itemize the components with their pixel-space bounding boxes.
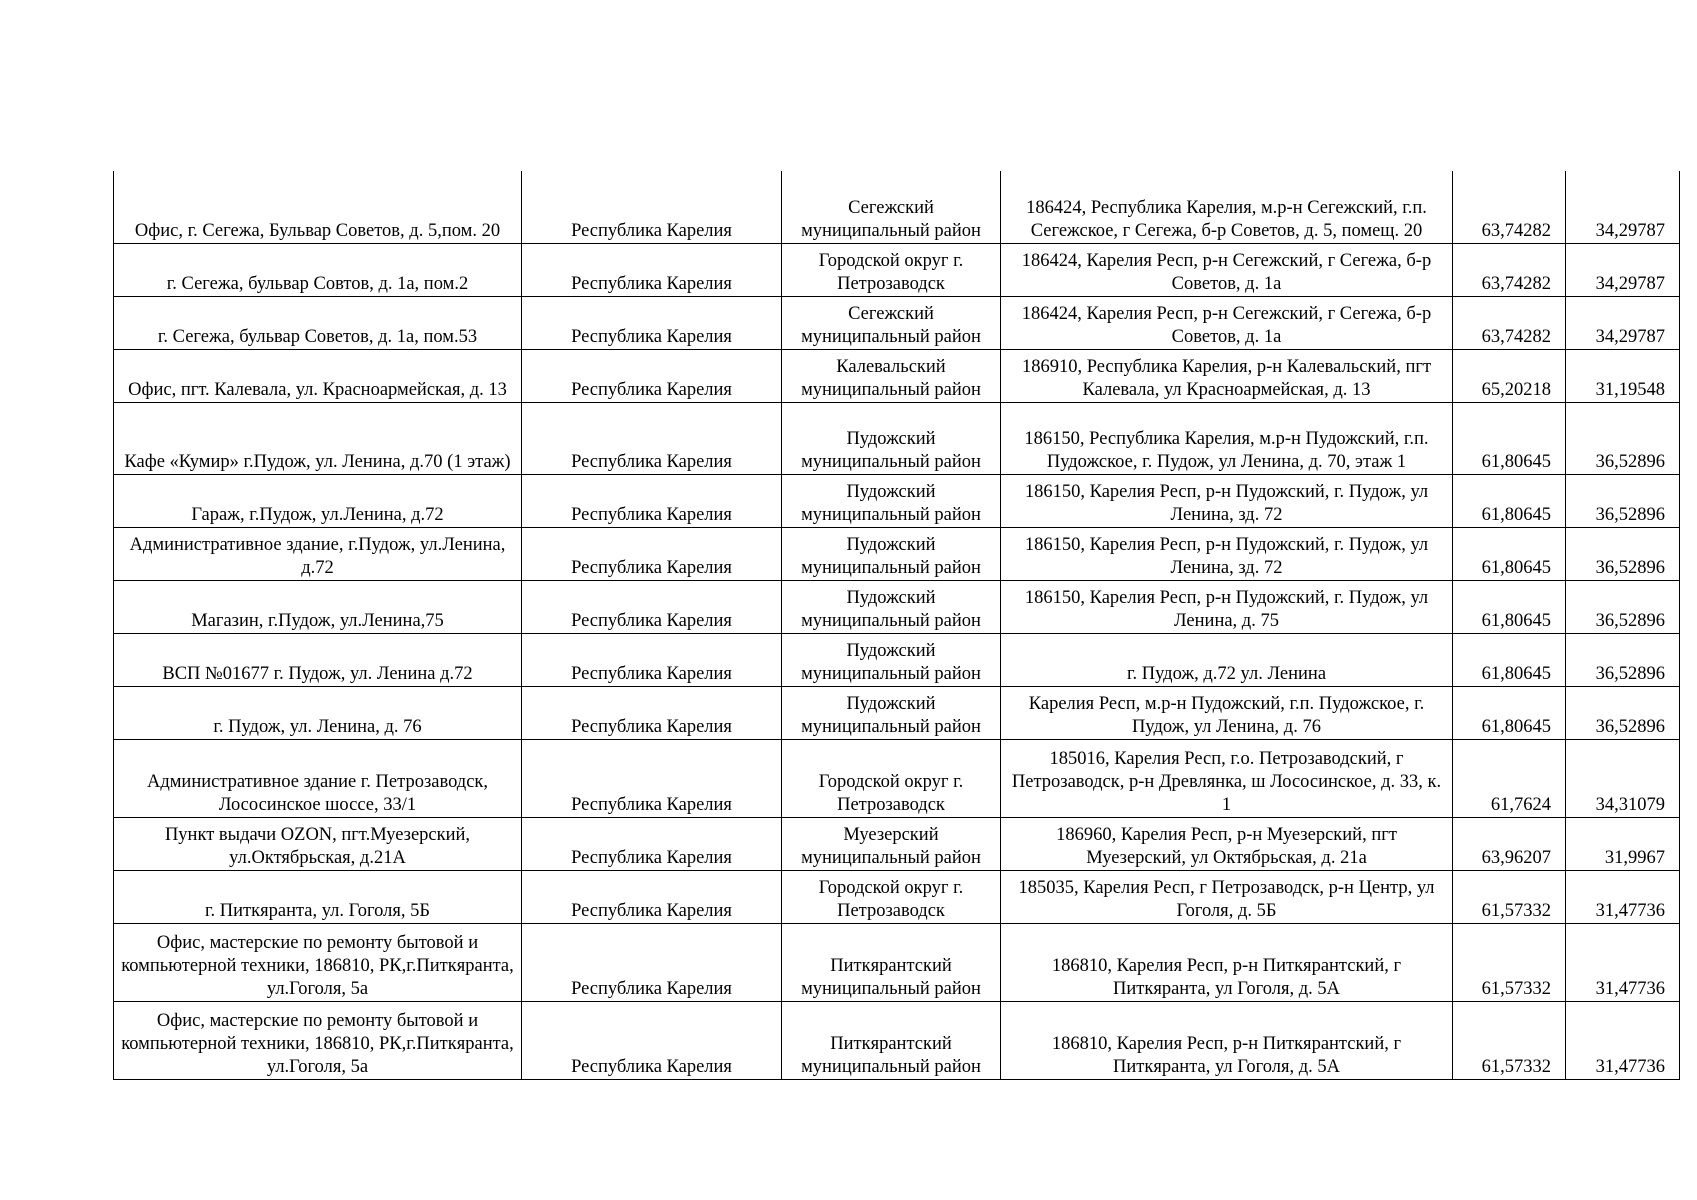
cell-address: 186150, Карелия Респ, р-н Пудожский, г. Пудож, ул Ленина, д. 75 — [1001, 580, 1453, 633]
cell-location-name: Офис, мастерские по ремонту бытовой и компьютерной техники, 186810, РК,г.Питкяранта, ул.Гоголя, 5а — [114, 1001, 522, 1079]
cell-latitude: 63,74282 — [1453, 243, 1566, 296]
cell-location-name: ВСП №01677 г. Пудож, ул. Ленина д.72 — [114, 633, 522, 686]
cell-region: Республика Карелия — [522, 1001, 782, 1079]
table-row — [114, 580, 1680, 633]
cell-region: Республика Карелия — [522, 870, 782, 923]
cell-region: Республика Карелия — [522, 633, 782, 686]
cell-latitude: 63,96207 — [1453, 817, 1566, 870]
cell-location-name: Офис, г. Сегежа, Бульвар Советов, д. 5,пом. 20 — [114, 171, 522, 243]
table-row — [114, 870, 1680, 923]
cell-longitude: 36,52896 — [1566, 527, 1680, 580]
table-row — [114, 686, 1680, 739]
cell-address: Карелия Респ, м.р-н Пудожский, г.п. Пудожское, г. Пудож, ул Ленина, д. 76 — [1001, 686, 1453, 739]
cell-region: Республика Карелия — [522, 474, 782, 527]
cell-region: Республика Карелия — [522, 349, 782, 402]
cell-longitude: 34,31079 — [1566, 739, 1680, 817]
cell-address: 186150, Карелия Респ, р-н Пудожский, г. Пудож, ул Ленина, зд. 72 — [1001, 474, 1453, 527]
table-row — [114, 1001, 1680, 1079]
cell-district: Пудожский муниципальный район — [782, 686, 1001, 739]
cell-region: Республика Карелия — [522, 817, 782, 870]
cell-longitude: 31,9967 — [1566, 817, 1680, 870]
table-row — [114, 923, 1680, 1001]
cell-address: 186810, Карелия Респ, р-н Питкярантский, г Питкяранта, ул Гоголя, д. 5А — [1001, 1001, 1453, 1079]
cell-address: 186424, Карелия Респ, р-н Сегежский, г Сегежа, б-р Советов, д. 1а — [1001, 296, 1453, 349]
cell-location-name: Офис, мастерские по ремонту бытовой и компьютерной техники, 186810, РК,г.Питкяранта, ул.Гоголя, 5а — [114, 923, 522, 1001]
cell-district: Питкярантский муниципальный район — [782, 1001, 1001, 1079]
table-row — [114, 402, 1680, 474]
cell-district: Городской округ г. Петрозаводск — [782, 870, 1001, 923]
table-row — [114, 171, 1680, 243]
cell-district: Калевальский муниципальный район — [782, 349, 1001, 402]
cell-latitude: 61,57332 — [1453, 870, 1566, 923]
cell-address: 186150, Республика Карелия, м.р-н Пудожский, г.п. Пудожское, г. Пудож, ул Ленина, д. 70, этаж 1 — [1001, 402, 1453, 474]
cell-longitude: 31,47736 — [1566, 870, 1680, 923]
cell-longitude: 36,52896 — [1566, 633, 1680, 686]
cell-district: Питкярантский муниципальный район — [782, 923, 1001, 1001]
cell-longitude: 31,47736 — [1566, 1001, 1680, 1079]
cell-latitude: 61,57332 — [1453, 1001, 1566, 1079]
cell-address: г. Пудож, д.72 ул. Ленина — [1001, 633, 1453, 686]
cell-latitude: 61,80645 — [1453, 474, 1566, 527]
cell-latitude: 61,80645 — [1453, 527, 1566, 580]
cell-region: Республика Карелия — [522, 739, 782, 817]
table-row — [114, 349, 1680, 402]
cell-address: 186424, Республика Карелия, м.р-н Сегежский, г.п. Сегежское, г Сегежа, б-р Советов, д. 5, помещ. 20 — [1001, 171, 1453, 243]
cell-location-name: г. Питкяранта, ул. Гоголя, 5Б — [114, 870, 522, 923]
cell-location-name: Административное здание г. Петрозаводск, Лососинское шоссе, 33/1 — [114, 739, 522, 817]
cell-longitude: 36,52896 — [1566, 580, 1680, 633]
cell-region: Республика Карелия — [522, 296, 782, 349]
cell-longitude: 36,52896 — [1566, 686, 1680, 739]
cell-district: Сегежский муниципальный район — [782, 171, 1001, 243]
cell-address: 185035, Карелия Респ, г Петрозаводск, р-н Центр, ул Гоголя, д. 5Б — [1001, 870, 1453, 923]
cell-district: Городской округ г. Петрозаводск — [782, 243, 1001, 296]
cell-location-name: г. Сегежа, бульвар Советов, д. 1а, пом.53 — [114, 296, 522, 349]
table-row — [114, 817, 1680, 870]
cell-region: Республика Карелия — [522, 402, 782, 474]
cell-latitude: 61,57332 — [1453, 923, 1566, 1001]
cell-longitude: 34,29787 — [1566, 243, 1680, 296]
cell-district: Городской округ г. Петрозаводск — [782, 739, 1001, 817]
cell-longitude: 36,52896 — [1566, 474, 1680, 527]
cell-latitude: 61,80645 — [1453, 580, 1566, 633]
cell-latitude: 61,80645 — [1453, 686, 1566, 739]
cell-location-name: Гараж, г.Пудож, ул.Ленина, д.72 — [114, 474, 522, 527]
cell-region: Республика Карелия — [522, 580, 782, 633]
cell-latitude: 63,74282 — [1453, 171, 1566, 243]
cell-address: 185016, Карелия Респ, г.о. Петрозаводский, г Петрозаводск, р-н Древлянка, ш Лососинское, д. 33, к. 1 — [1001, 739, 1453, 817]
cell-district: Муезерский муниципальный район — [782, 817, 1001, 870]
cell-district: Пудожский муниципальный район — [782, 474, 1001, 527]
cell-latitude: 63,74282 — [1453, 296, 1566, 349]
cell-district: Пудожский муниципальный район — [782, 580, 1001, 633]
cell-address: 186960, Карелия Респ, р-н Муезерский, пгт Муезерский, ул Октябрьская, д. 21а — [1001, 817, 1453, 870]
cell-region: Республика Карелия — [522, 171, 782, 243]
cell-latitude: 65,20218 — [1453, 349, 1566, 402]
cell-district: Пудожский муниципальный район — [782, 527, 1001, 580]
table-row — [114, 474, 1680, 527]
cell-latitude: 61,80645 — [1453, 402, 1566, 474]
cell-address: 186424, Карелия Респ, р-н Сегежский, г Сегежа, б-р Советов, д. 1а — [1001, 243, 1453, 296]
cell-location-name: г. Пудож, ул. Ленина, д. 76 — [114, 686, 522, 739]
cell-region: Республика Карелия — [522, 243, 782, 296]
table-row — [114, 296, 1680, 349]
cell-address: 186150, Карелия Респ, р-н Пудожский, г. Пудож, ул Ленина, зд. 72 — [1001, 527, 1453, 580]
cell-district: Пудожский муниципальный район — [782, 402, 1001, 474]
cell-location-name: Офис, пгт. Калевала, ул. Красноармейская, д. 13 — [114, 349, 522, 402]
cell-address: 186910, Республика Карелия, р-н Калевальский, пгт Калевала, ул Красноармейская, д. 13 — [1001, 349, 1453, 402]
locations-table-body — [114, 171, 1680, 1079]
table-row — [114, 527, 1680, 580]
cell-latitude: 61,7624 — [1453, 739, 1566, 817]
cell-region: Республика Карелия — [522, 686, 782, 739]
table-row — [114, 243, 1680, 296]
cell-longitude: 34,29787 — [1566, 171, 1680, 243]
cell-region: Республика Карелия — [522, 923, 782, 1001]
cell-location-name: г. Сегежа, бульвар Совтов, д. 1а, пом.2 — [114, 243, 522, 296]
cell-latitude: 61,80645 — [1453, 633, 1566, 686]
cell-location-name: Административное здание, г.Пудож, ул.Ленина, д.72 — [114, 527, 522, 580]
table-row — [114, 633, 1680, 686]
table-row — [114, 739, 1680, 817]
cell-address: 186810, Карелия Респ, р-н Питкярантский, г Питкяранта, ул Гоголя, д. 5А — [1001, 923, 1453, 1001]
cell-location-name: Пункт выдачи OZON, пгт.Муезерский, ул.Октябрьская, д.21А — [114, 817, 522, 870]
cell-longitude: 34,29787 — [1566, 296, 1680, 349]
locations-table — [113, 171, 1680, 1080]
cell-district: Пудожский муниципальный район — [782, 633, 1001, 686]
cell-location-name: Магазин, г.Пудож, ул.Ленина,75 — [114, 580, 522, 633]
cell-region: Республика Карелия — [522, 527, 782, 580]
cell-longitude: 31,19548 — [1566, 349, 1680, 402]
cell-location-name: Кафе «Кумир» г.Пудож, ул. Ленина, д.70 (1 этаж) — [114, 402, 522, 474]
cell-longitude: 31,47736 — [1566, 923, 1680, 1001]
cell-district: Сегежский муниципальный район — [782, 296, 1001, 349]
cell-longitude: 36,52896 — [1566, 402, 1680, 474]
